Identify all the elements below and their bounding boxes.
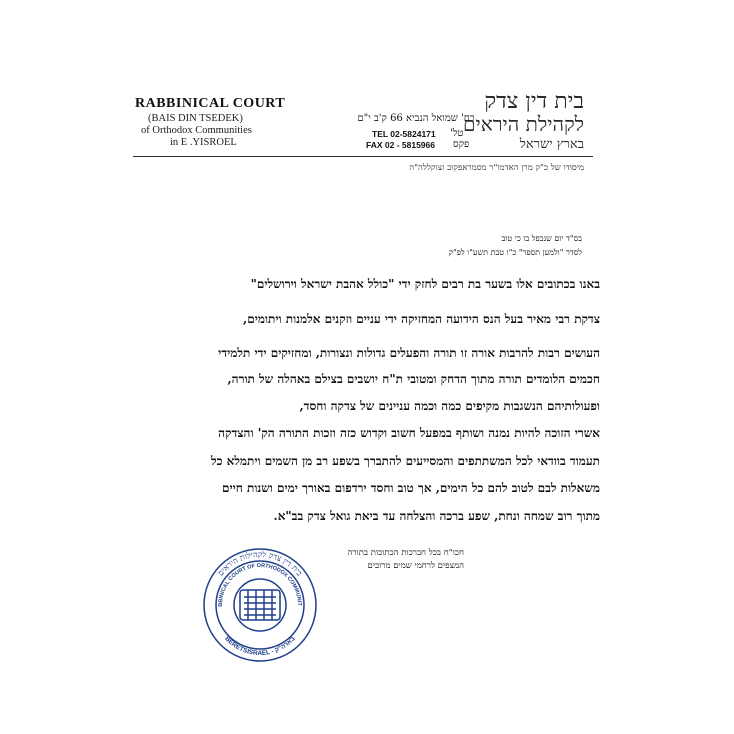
hebrew-court-subtitle: לקהילת היראים	[462, 112, 584, 136]
fax-label: פקס	[453, 139, 470, 150]
date-line-2: לסדר "ולמען תספר" כ"ו טבת תשע"ו לפ"ק	[448, 248, 582, 257]
body-line: ופעולותיהם הנשגבות מקיפים כמה וכמה עניינים של צדקה וחסד,	[299, 399, 600, 413]
fax-number: FAX 02 - 5815966	[366, 140, 435, 150]
english-subtitle: (BAIS DIN TSEDEK)	[148, 113, 243, 124]
tel-number: TEL 02-5824171	[372, 129, 436, 139]
body-line: העושים רבות להרבות אורה זו תורה והפעלים גדולות ונצורות, ומחזיקים ידי תלמידי	[218, 346, 600, 360]
stamp-english-text: BBINICAL COURT OF ORTHODOX COMMUNIT	[217, 562, 303, 607]
english-line-orthodox: of Orthodox Communities	[141, 125, 252, 136]
letterhead-founder-line: מיסודו של כ"ק מרן האדמו"ר מסמראפקוב זצוקללה"ה	[409, 163, 584, 173]
english-line-yisroel: in E .YISROEL	[170, 137, 237, 148]
body-line: חכמים הלומדים תורה מתוך הדחק ומטובי ת"ח יושבים בצילם באהלה של תורה,	[227, 372, 600, 386]
body-line: תעמוד בוודאי לכל המשתתפים והמסייעים להתברך בשפע רב מן השמים ויתמלא כל	[210, 454, 600, 468]
body-line: אשרי הזוכה להיות נמנה ושותף במפעל חשוב וקדוש כזה וזכות התורה הק' והצדקה	[218, 426, 600, 440]
hebrew-court-location: בארץ ישראל	[519, 137, 584, 152]
body-line: צדקת רבי מאיר בעל הנס הידועה המחזיקה ידי עניים וזקנים אלמנות ויתומים,	[243, 312, 600, 326]
stamp-seal-icon	[200, 545, 320, 665]
date-line-1: בס"ד יום שנכפל בו כי טוב	[501, 234, 582, 243]
body-line: משאלות לבם לטוב להם כל הימים, אך טוב וחסד ירדפום באורך ימים ושנות חיים	[221, 481, 600, 495]
hebrew-address: רח' שמואל הנביא 66 ק'ב י"ם	[357, 113, 475, 124]
tel-label: טל'	[450, 128, 464, 139]
body-line: באנו בכתובים אלו בשער בת רבים לחזק ידי "כולל אהבת ישראל וירושלים"	[250, 277, 600, 291]
court-stamp	[200, 545, 320, 665]
english-court-title: RABBINICAL COURT	[135, 96, 286, 111]
closing-line-1: חכו"ח בכל חברכות הכתובות בתורה	[347, 548, 464, 558]
stamp-hebrew-text: בית דין צדק לקהילות היראים	[215, 549, 305, 578]
closing-line-2: המצפים לרחמי שמים מרובים	[367, 561, 464, 571]
stamp-bottom-text: BERETSISRAEL - בארה"ק	[223, 635, 297, 657]
hebrew-court-title: בית דין צדק	[484, 89, 584, 114]
body-line: מתוך רוב שמחה ונחת, שפע ברכה והצלחה עד ביאת גואל צדק בב"א.	[273, 509, 600, 523]
letterhead-divider	[133, 156, 593, 157]
